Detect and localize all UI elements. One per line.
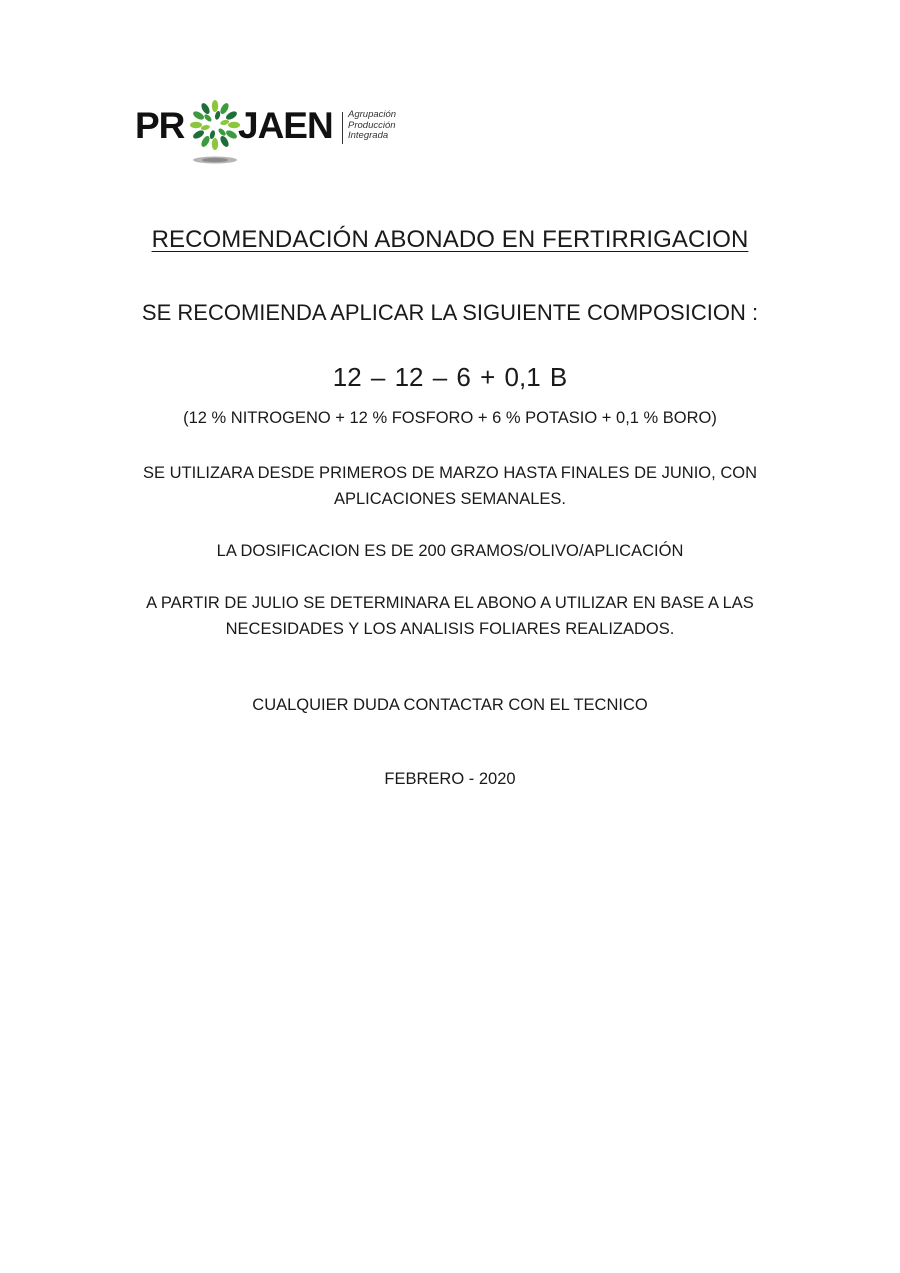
projaen-logo — [135, 96, 425, 168]
july-line-2: NECESIDADES Y LOS ANALISIS FOLIARES REALIZADOS. — [225, 620, 675, 638]
olive-wreath-icon — [188, 96, 242, 168]
logo-divider — [342, 112, 343, 144]
intro-text: SE RECOMIENDA APLICAR LA SIGUIENTE COMPOSICION : — [141, 300, 759, 325]
logo-subtitle-line: Producción — [348, 119, 396, 131]
document-title: RECOMENDACIÓN ABONADO EN FERTIRRIGACION — [151, 226, 749, 253]
dosage-paragraph: LA DOSIFICACION ES DE 200 GRAMOS/OLIVO/APLICACIÓN — [216, 542, 684, 560]
usage-line-2: APLICACIONES SEMANALES. — [334, 490, 566, 508]
logo-text-jaen: JAEN — [238, 105, 333, 146]
usage-line-1: SE UTILIZARA DESDE PRIMEROS DE MARZO HASTA FINALES DE JUNIO, CON — [143, 464, 757, 482]
logo-subtitle — [348, 110, 428, 142]
fertilizer-formula: 12 – 12 – 6 + 0,1 B — [332, 362, 568, 392]
july-paragraph — [0, 590, 900, 642]
logo-text-pr: PR — [135, 105, 185, 146]
contact-paragraph: CUALQUIER DUDA CONTACTAR CON EL TECNICO — [252, 696, 648, 714]
logo-subtitle-line: Agrupación — [348, 109, 397, 120]
formula-breakdown: (12 % NITROGENO + 12 % FOSFORO + 6 % POTASIO + 0,1 % BORO) — [183, 409, 717, 427]
usage-paragraph — [0, 460, 900, 512]
july-line-1: A PARTIR DE JULIO SE DETERMINARA EL ABONO A UTILIZAR EN BASE A LAS — [146, 594, 754, 612]
document-date: FEBRERO - 2020 — [384, 770, 516, 788]
logo-subtitle-line: Integrada — [348, 130, 389, 141]
